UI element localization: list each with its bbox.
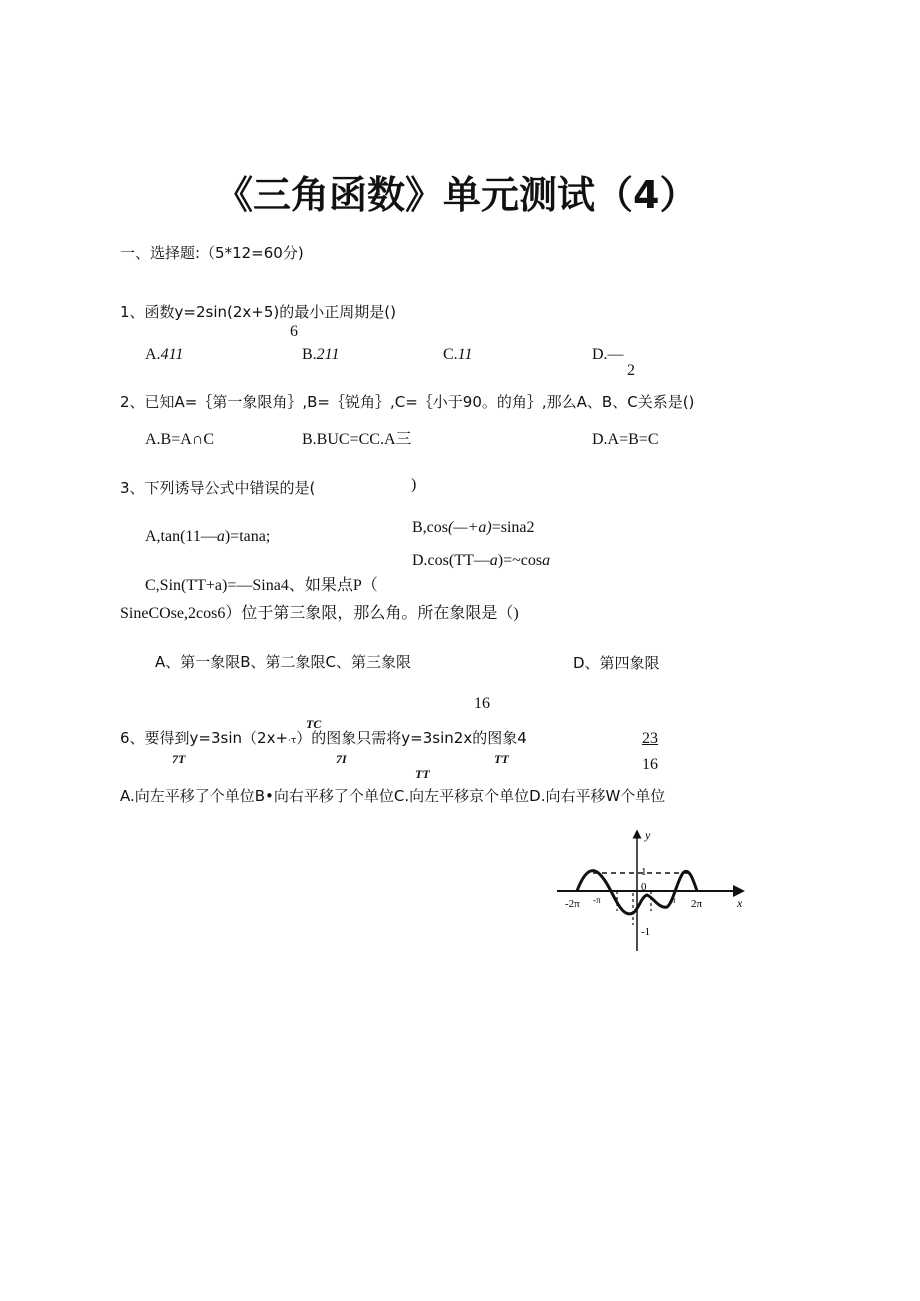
label-neg-2pi: -2π: [565, 898, 580, 910]
q1-stem: 1、函数y=2sin(2x+5)的最小正周期是(): [120, 303, 396, 321]
q6-sub-1: 7T: [172, 752, 186, 766]
label-pi: π: [671, 895, 676, 905]
q3-option-b: [412, 520, 534, 536]
q3-option-b-suffix: =sina2: [491, 519, 535, 536]
section-heading: 一、选择题:（5*12=60分): [120, 244, 304, 262]
q6-stem-part1: 6、要得到y=3sin（2x+: [120, 729, 289, 747]
q1-option-c-value: 11: [457, 346, 473, 363]
label-origin: 0: [641, 881, 647, 893]
label-neg-pi: -π: [593, 895, 601, 905]
q6-right-numerator: 23: [642, 730, 658, 747]
q6-sub-4: TT: [494, 752, 509, 766]
q3-stem: 3、下列诱导公式中错误的是(: [120, 479, 316, 497]
q1-option-c: [443, 347, 472, 363]
q3-option-a-prefix: A,tan(11—: [145, 528, 217, 545]
q1-option-b-value: 211: [316, 346, 340, 363]
q1-option-a: [145, 347, 183, 363]
q6-sub-2: 7I: [336, 752, 347, 766]
q4-stem-continued: SineCOse,2cos6）位于第三象限，那么角。所在象限是（): [120, 605, 519, 622]
q1-fraction-denominator: 6: [290, 323, 298, 340]
q1-option-d: D.—: [592, 346, 624, 363]
q6-superscript: TC: [306, 717, 322, 731]
page-title: 《三角函数》单元测试（4）: [215, 173, 698, 217]
q3-option-a-var: a: [216, 528, 225, 545]
q3-option-a: [145, 529, 270, 545]
q1-option-a-value: 411: [160, 346, 184, 363]
q2-option-d: D.A=B=C: [592, 431, 659, 448]
q3-option-d: [412, 553, 550, 569]
q2-stem: 2、已知A=｛第一象限角｝,B=｛锐角｝,C=｛小于90。的角｝,那么A、B、C关系是(): [120, 393, 695, 411]
q2-option-a: A.B=A∩C: [145, 431, 215, 448]
q6-options: A.向左平移了个单位B•向右平移了个单位C.向左平移京个单位D.向右平移W个单位: [120, 787, 666, 805]
q6-right-denominator: 16: [642, 756, 658, 773]
label-neg-one: -1: [641, 926, 651, 938]
q4-option-d: D、第四象限: [573, 654, 660, 672]
label-2pi: 2π: [691, 898, 703, 910]
q3-option-d-var2: a: [542, 552, 551, 569]
q1-option-b: [302, 347, 339, 363]
sine-graph: [555, 825, 755, 955]
q6-stem-part2: ）的图象只需将y=3sin2x的图象4: [296, 729, 527, 747]
q3-option-d-var: a: [489, 552, 498, 569]
q4-options-abc: A、第一象限B、第二象限C、第三象限: [155, 653, 412, 671]
label-one: 1: [641, 866, 647, 878]
q6-fraction-numerator: 16: [474, 695, 490, 712]
q3-stem-close-paren: ): [411, 476, 417, 493]
q1-option-c-letter: C.: [443, 346, 458, 363]
q3-option-c: C,Sin(TT+a)=—Sina4、如果点P（: [145, 577, 378, 594]
y-label: y: [645, 828, 651, 842]
q3-option-b-arg2: a): [478, 519, 492, 536]
q6-stem-small: ·τ: [288, 736, 297, 746]
x-label: x: [737, 896, 743, 910]
q6-stem: [120, 731, 527, 746]
q3-option-d-prefix: D.cos(TT—: [412, 552, 490, 569]
q3-option-d-mid: )=~cos: [497, 552, 543, 569]
q6-sub-3: TT: [415, 767, 430, 781]
q1-option-d-denominator: 2: [627, 362, 635, 379]
q2-option-bc: B.BUC=CC.A三: [302, 431, 412, 448]
q3-option-a-suffix: )=tana;: [224, 528, 271, 545]
q3-option-b-arg: (—+: [448, 519, 479, 536]
q1-option-a-letter: A.: [145, 346, 161, 363]
q3-option-b-prefix: B,cos: [412, 519, 448, 536]
q1-option-b-letter: B.: [302, 346, 317, 363]
